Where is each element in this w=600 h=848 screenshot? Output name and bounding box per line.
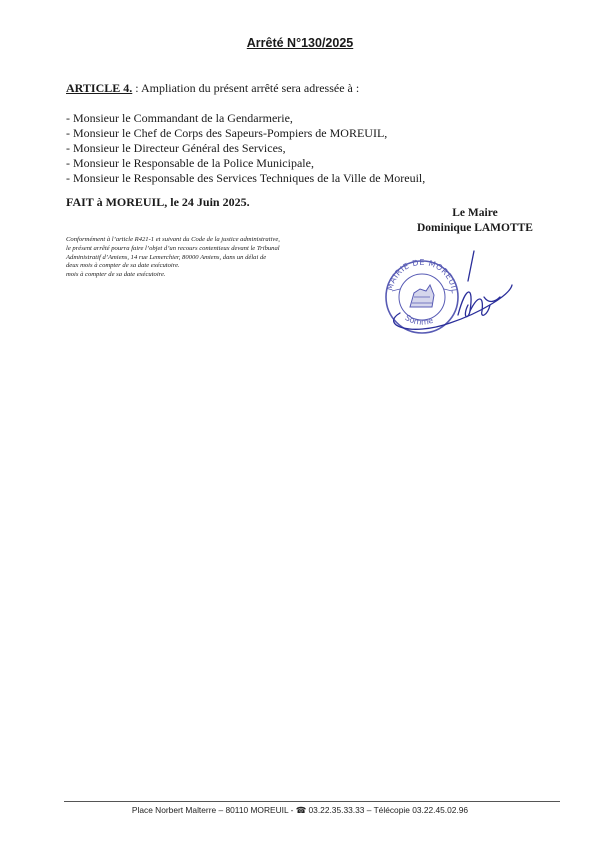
- footer-fax: – Télécopie 03.22.45.02.96: [366, 805, 469, 815]
- article-text: : Ampliation du présent arrêté sera adressée à :: [132, 81, 360, 95]
- footer-address: Place Norbert Malterre – 80110 MOREUIL -: [131, 805, 294, 815]
- stamp-seal: [385, 258, 459, 333]
- phone-icon: ☎: [295, 805, 307, 815]
- recipient-item: - Monsieur le Directeur Général des Services,: [66, 141, 286, 155]
- mairie-stamp-signature: [370, 245, 520, 340]
- recipient-item: - Monsieur le Responsable des Services Techniques de la Ville de Moreuil,: [66, 171, 426, 185]
- recipient-item: - Monsieur le Responsable de la Police Municipale,: [66, 156, 314, 170]
- document-title: Arrêté N°130/2025: [246, 36, 354, 50]
- signatory-block: [400, 206, 550, 236]
- stamp-text-bottom: Somme: [403, 313, 435, 327]
- article-label: ARTICLE 4.: [66, 81, 133, 95]
- legal-line: Administratif d’Amiens, 14 rue Lemerchier, 80000 Amiens, dans un délai de: [66, 253, 267, 261]
- recipient-item: - Monsieur le Chef de Corps des Sapeurs-Pompiers de MOREUIL,: [66, 126, 388, 140]
- recipient-item: - Monsieur le Commandant de la Gendarmerie,: [66, 111, 293, 125]
- signatory-role: Le Maire: [452, 207, 498, 219]
- signatory-name: Dominique LAMOTTE: [417, 222, 533, 234]
- svg-text:Somme: [403, 313, 434, 327]
- stamp-text-top: MAIRIE DE MOREUIL: [385, 257, 460, 295]
- legal-line: Conformément à l’article R421-1 et suivant du Code de la justice administrative,: [66, 236, 280, 243]
- legal-line: le présent arrêté pourra faire l’objet d’un recours contentieux devant le Tribunal: [66, 244, 280, 252]
- legal-line: mois à compter de sa date exécutoire.: [66, 271, 166, 279]
- svg-text:MAIRIE DE MOREUIL: [385, 258, 459, 294]
- recipient-list: [66, 111, 425, 186]
- legal-notice: [66, 236, 366, 280]
- place-date: FAIT à MOREUIL, le 24 Juin 2025.: [66, 195, 250, 209]
- footer: [0, 805, 600, 815]
- footer-divider: [64, 801, 560, 802]
- article-4: [66, 81, 359, 96]
- footer-phone: 03.22.35.33.33: [308, 805, 365, 815]
- legal-line: deux mois à compter de sa date exécutoire.: [66, 262, 180, 270]
